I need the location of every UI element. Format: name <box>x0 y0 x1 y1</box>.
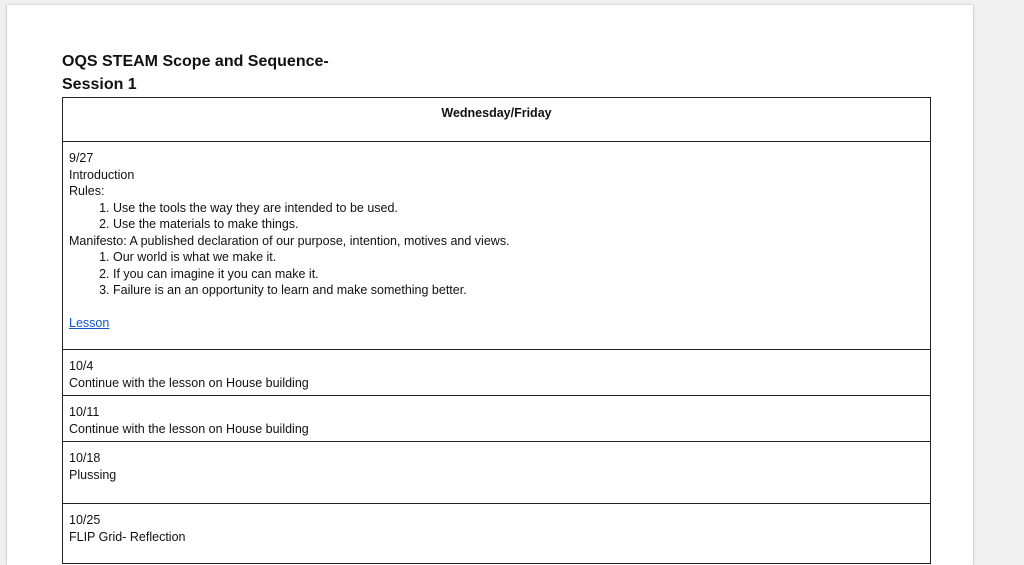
lesson-link[interactable]: Lesson <box>69 315 110 330</box>
row-date: 10/18 <box>69 451 101 465</box>
list-item: 2. Use the materials to make things. <box>113 216 924 233</box>
table-row <box>63 142 931 350</box>
list-item: 3. Failure is an an opportunity to learn and make something better. <box>113 282 924 299</box>
row-text: Continue with the lesson on House building <box>69 375 309 390</box>
row-heading: Introduction <box>69 167 135 182</box>
row-text: Plussing <box>69 467 117 482</box>
document-title-line-2: Session 1 <box>62 76 137 93</box>
row-date: 10/11 <box>69 405 100 419</box>
row-text: FLIP Grid- Reflection <box>69 529 186 544</box>
table-header-row <box>63 98 931 142</box>
document-page <box>7 5 973 565</box>
table-row <box>63 350 931 396</box>
manifesto-list <box>69 249 924 299</box>
document-title-line-1: OQS STEAM Scope and Sequence- <box>62 53 329 70</box>
rules-list <box>69 200 924 233</box>
row-date: 9/27 <box>69 151 94 165</box>
list-item: 2. If you can imagine it you can make it. <box>113 266 924 283</box>
list-item: 1. Use the tools the way they are intended to be used. <box>113 200 924 217</box>
list-item: 1. Our world is what we make it. <box>113 249 924 266</box>
document-title <box>62 50 329 96</box>
rules-label: Rules: <box>69 184 105 198</box>
table-cell <box>63 350 931 396</box>
table-cell <box>63 396 931 442</box>
row-text: Continue with the lesson on House building <box>69 421 309 436</box>
schedule-table <box>62 97 931 564</box>
table-row <box>63 504 931 564</box>
table-row <box>63 396 931 442</box>
row-date: 10/25 <box>69 513 101 527</box>
table-cell <box>63 442 931 504</box>
row-date: 10/4 <box>69 359 94 373</box>
manifesto-label: Manifesto: A published declaration of our purpose, intention, motives and views. <box>69 233 510 248</box>
table-cell <box>63 142 931 350</box>
table-header-cell: Wednesday/Friday <box>63 98 931 142</box>
table-cell <box>63 504 931 564</box>
table-row <box>63 442 931 504</box>
